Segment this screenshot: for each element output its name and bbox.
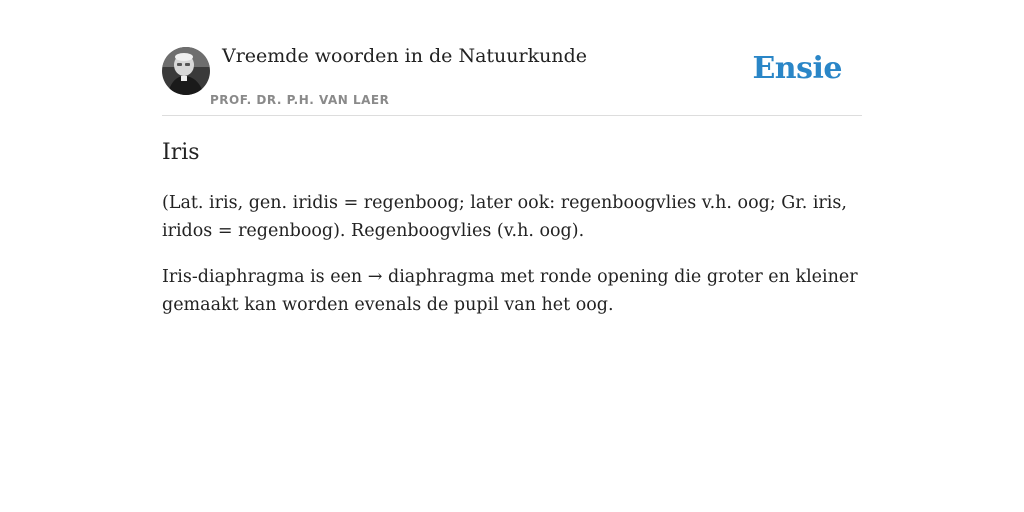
avatar[interactable] <box>162 47 210 95</box>
entry-paragraph-1: (Lat. iris, gen. iridis = regenboog; later ook: regenboogvlies v.h. oog; Gr. iris, iridos = regenboog). Regenboogvlies (v.h. oog). <box>162 193 847 241</box>
paragraph-2-text-end: met ronde opening die groter en kleiner gemaakt kan worden evenals de pupil van het oog. <box>162 267 858 315</box>
entry-title: Iris <box>162 140 200 165</box>
ensie-logo[interactable]: Ensie <box>752 51 842 86</box>
diaphragma-link[interactable]: → diaphragma <box>367 267 495 287</box>
content-container <box>162 0 862 319</box>
header <box>162 0 862 116</box>
book-title[interactable]: Vreemde woorden in de Natuurkunde <box>222 45 587 67</box>
author-name[interactable]: PROF. DR. P.H. VAN LAER <box>210 93 390 107</box>
paragraph-2-text-start: Iris-diaphragma is een <box>162 267 368 287</box>
entry-paragraph-2 <box>162 263 862 319</box>
author-portrait-icon <box>162 47 210 95</box>
